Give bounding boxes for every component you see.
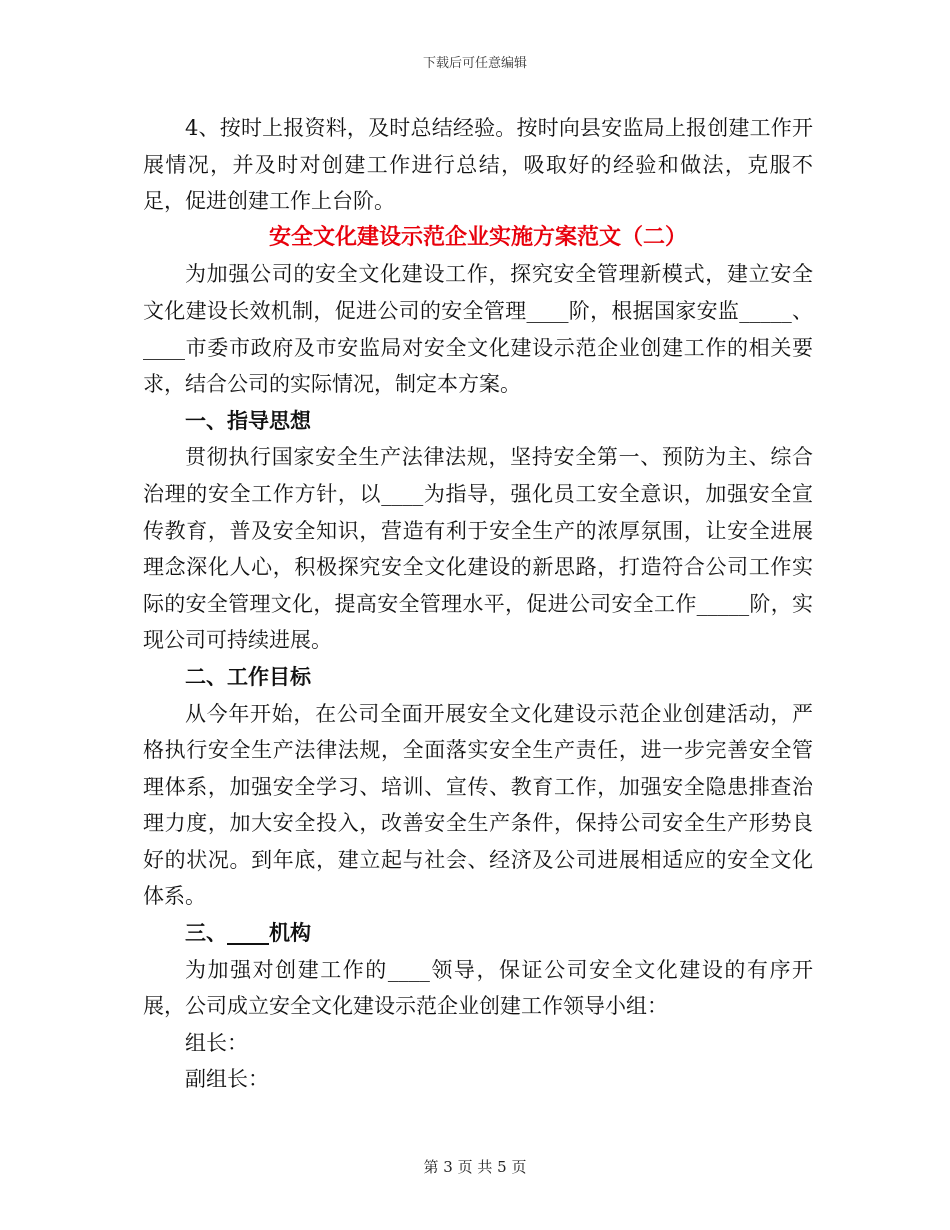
deputy-leader-label: 副组长：	[185, 1067, 269, 1092]
section-body-guiding-ideology: 贯彻执行国家安全生产法律法规，坚持安全第一、预防为主、综合治理的安全工作方针，以____为指导，强化员工安全意识，加强安全宣传教育，普及安全知识，营造有利于安全生产的浓厚氛围，让安全进展理念深化人心，积极探究安全文化建设的新思路，打造符合公司工作实际的安全管理文化，提高安全管理水平，促进公司安全工作_____阶，实现公司可持续进展。	[143, 445, 813, 653]
intro-paragraph: 4、按时上报资料，及时总结经验。按时向县安监局上报创建工作开展情况，并及时对创建工作进行总结，吸取好的经验和做法，克服不足，促进创建工作上台阶。	[143, 116, 813, 214]
section-body-work-goals: 从今年开始，在公司全面开展安全文化建设示范企业创建活动，严格执行安全生产法律法规，全面落实安全生产责任，进一步完善安全管理体系，加强安全学习、培训、宣传、教育工作，加强安全隐患排查治理力度，加大安全投入，改善安全生产条件，保持公司安全生产形势良好的状况。到年底，建立起与社会、经济及公司进展相适应的安全文化体系。	[143, 701, 813, 909]
document-body	[143, 110, 813, 1098]
section-heading-organization: 三、____机构	[185, 921, 311, 946]
page-number: 第 3 页 共 5 页	[423, 1158, 527, 1176]
leader-label: 组长：	[185, 1030, 248, 1055]
preface-paragraph: 为加强公司的安全文化建设工作，探究安全管理新模式，建立安全文化建设长效机制，促进公司的安全管理____阶，根据国家安监_____、____市委市政府及市安监局对安全文化建设示范企业创建工作的相关要求，结合公司的实际情况，制定本方案。	[143, 262, 813, 397]
section-heading-work-goals: 二、工作目标	[185, 664, 311, 689]
page-header: 下载后可任意编辑	[422, 56, 527, 71]
section-body-organization: 为加强对创建工作的____领导，保证公司安全文化建设的有序开展，公司成立安全文化建设示范企业创建工作领导小组：	[143, 957, 813, 1019]
section-heading-guiding-ideology: 一、指导思想	[185, 408, 311, 433]
document-title: 安全文化建设示范企业实施方案范文（二）	[268, 224, 687, 250]
